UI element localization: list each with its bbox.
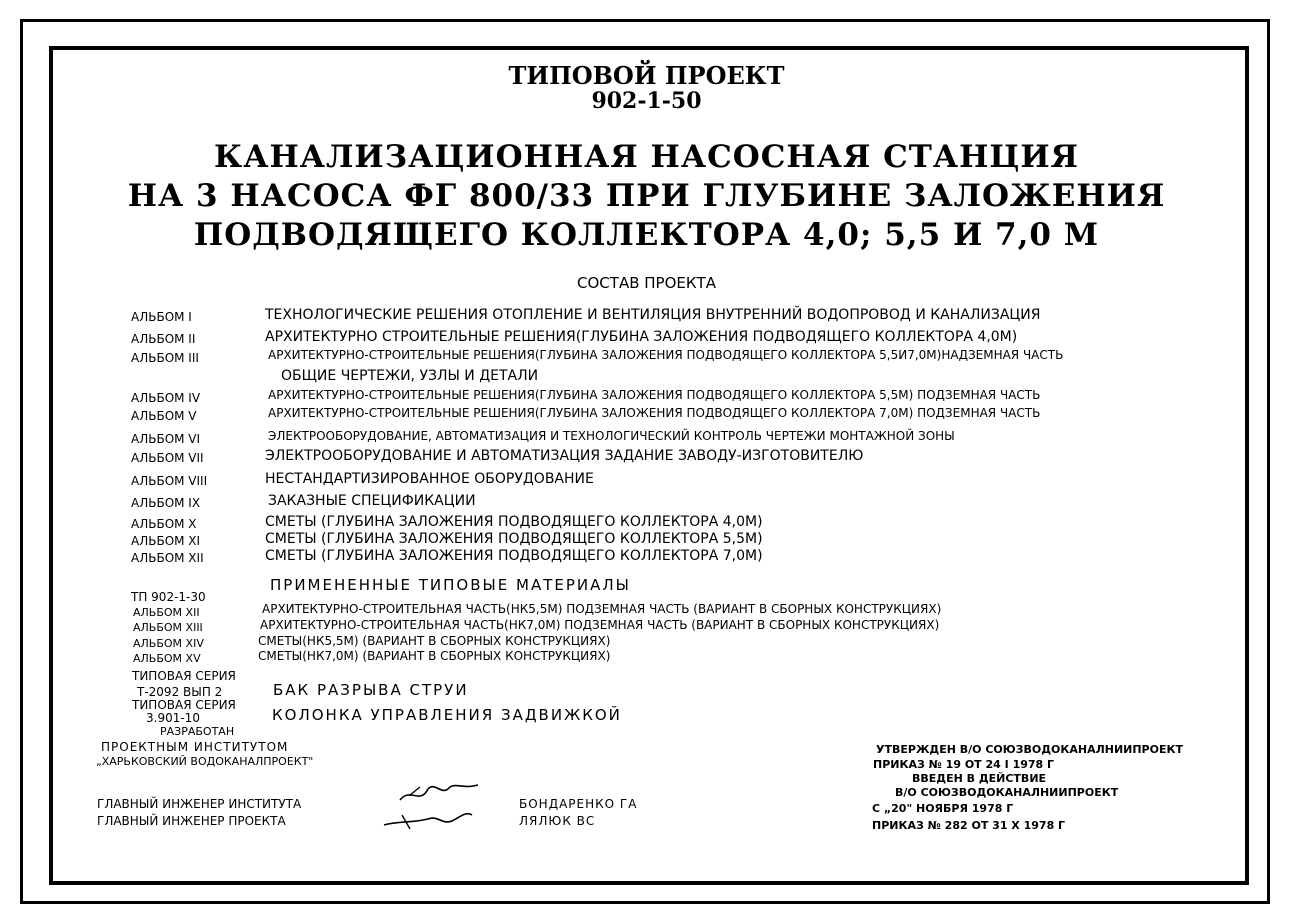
album-description: НЕСТАНДАРТИЗИРОВАННОЕ ОБОРУДОВАНИЕ	[265, 471, 594, 487]
applied-album-label: АЛЬБОМ XIV	[133, 637, 204, 650]
developed-label: РАЗРАБОТАН	[160, 725, 235, 738]
series-description: КОЛОНКА УПРАВЛЕНИЯ ЗАДВИЖКОЙ	[272, 706, 622, 724]
album-description: АРХИТЕКТУРНО СТРОИТЕЛЬНЫЕ РЕШЕНИЯ(ГЛУБИНА ЗАЛОЖЕНИЯ ПОДВОДЯЩЕГО КОЛЛЕКТОРА 4,0М)	[265, 329, 1018, 345]
approval-line-2: ПРИКАЗ № 19 ОТ 24 I 1978 Г	[873, 758, 1055, 771]
applied-album-description: СМЕТЫ(НК5,5М) (ВАРИАНТ В СБОРНЫХ КОНСТРУКЦИЯХ)	[258, 634, 611, 648]
role-chief-engineer-project: ГЛАВНЫЙ ИНЖЕНЕР ПРОЕКТА	[97, 814, 286, 828]
project-number: 902-1-50	[591, 88, 702, 114]
applied-album-description: СМЕТЫ(НК7,0М) (ВАРИАНТ В СБОРНЫХ КОНСТРУКЦИЯХ)	[258, 649, 611, 663]
series-label: ТИПОВАЯ СЕРИЯ	[132, 698, 236, 712]
developer-line-2: „ХАРЬКОВСКИЙ ВОДОКАНАЛПРОЕКТ"	[96, 755, 314, 768]
series-label: ТИПОВАЯ СЕРИЯ	[132, 669, 236, 683]
album-label: АЛЬБОМ III	[131, 351, 199, 365]
album-description: ЭЛЕКТРООБОРУДОВАНИЕ И АВТОМАТИЗАЦИЯ ЗАДАНИЕ ЗАВОДУ-ИЗГОТОВИТЕЛЮ	[265, 448, 864, 464]
album-label: АЛЬБОМ VII	[131, 451, 204, 465]
tp-label: ТП 902-1-30	[131, 590, 206, 604]
album-description: СМЕТЫ (ГЛУБИНА ЗАЛОЖЕНИЯ ПОДВОДЯЩЕГО КОЛЛЕКТОРА 4,0М)	[265, 514, 763, 530]
album-description: ЭЛЕКТРООБОРУДОВАНИЕ, АВТОМАТИЗАЦИЯ И ТЕХНОЛОГИЧЕСКИЙ КОНТРОЛЬ ЧЕРТЕЖИ МОНТАЖНОЙ ЗОНЫ	[268, 429, 955, 443]
album-label: АЛЬБОМ VI	[131, 432, 201, 446]
main-title-line-1: КАНАЛИЗАЦИОННАЯ НАСОСНАЯ СТАНЦИЯ	[214, 139, 1079, 175]
applied-album-description: АРХИТЕКТУРНО-СТРОИТЕЛЬНАЯ ЧАСТЬ(НК7,0М) ПОДЗЕМНАЯ ЧАСТЬ (ВАРИАНТ В СБОРНЫХ КОНСТРУКЦИЯХ)	[260, 618, 940, 632]
album-label: АЛЬБОМ I	[131, 310, 192, 324]
album-description: АРХИТЕКТУРНО-СТРОИТЕЛЬНЫЕ РЕШЕНИЯ(ГЛУБИНА ЗАЛОЖЕНИЯ ПОДВОДЯЩЕГО КОЛЛЕКТОРА 7,0М) ПОДЗЕМНАЯ ЧАСТЬ	[268, 406, 1041, 420]
album-description: ТЕХНОЛОГИЧЕСКИЕ РЕШЕНИЯ ОТОПЛЕНИЕ И ВЕНТИЛЯЦИЯ ВНУТРЕННИЙ ВОДОПРОВОД И КАНАЛИЗАЦИЯ	[265, 307, 1041, 323]
applied-materials-heading: ПРИМЕНЕННЫЕ ТИПОВЫЕ МАТЕРИАЛЫ	[270, 576, 631, 594]
series-description: БАК РАЗРЫВА СТРУИ	[273, 681, 469, 699]
name-chief-engineer-institute: БОНДАРЕНКО ГА	[519, 797, 638, 811]
album-description: ЗАКАЗНЫЕ СПЕЦИФИКАЦИИ	[268, 493, 476, 509]
album-label: АЛЬБОМ IX	[131, 496, 201, 510]
composition-heading: СОСТАВ ПРОЕКТА	[577, 274, 716, 292]
album-description: АРХИТЕКТУРНО-СТРОИТЕЛЬНЫЕ РЕШЕНИЯ(ГЛУБИНА ЗАЛОЖЕНИЯ ПОДВОДЯЩЕГО КОЛЛЕКТОРА 5,5И7,0М)НАДЗЕМНАЯ ЧАСТЬ	[268, 348, 1064, 362]
album-label: АЛЬБОМ X	[131, 517, 197, 531]
name-chief-engineer-project: ЛЯЛЮК ВС	[519, 814, 596, 828]
album-label: АЛЬБОМ IV	[131, 391, 201, 405]
project-type-title: ТИПОВОЙ ПРОЕКТ	[508, 61, 785, 90]
role-chief-engineer-institute: ГЛАВНЫЙ ИНЖЕНЕР ИНСТИТУТА	[97, 797, 302, 811]
main-title-line-3: ПОДВОДЯЩЕГО КОЛЛЕКТОРА 4,0; 5,5 И 7,0 М	[193, 217, 1100, 253]
applied-album-label: АЛЬБОМ XII	[133, 606, 200, 619]
approval-line-1: УТВЕРЖДЕН В/О СОЮЗВОДОКАНАЛНИИПРОЕКТ	[876, 743, 1183, 756]
applied-album-description: АРХИТЕКТУРНО-СТРОИТЕЛЬНАЯ ЧАСТЬ(НК5,5М) ПОДЗЕМНАЯ ЧАСТЬ (ВАРИАНТ В СБОРНЫХ КОНСТРУКЦИЯХ)	[262, 602, 942, 616]
series-code: 3.901-10	[146, 711, 200, 725]
album-description: АРХИТЕКТУРНО-СТРОИТЕЛЬНЫЕ РЕШЕНИЯ(ГЛУБИНА ЗАЛОЖЕНИЯ ПОДВОДЯЩЕГО КОЛЛЕКТОРА 5,5М) ПОДЗЕМНАЯ ЧАСТЬ	[268, 388, 1041, 402]
applied-album-label: АЛЬБОМ XV	[133, 652, 201, 665]
album-description: СМЕТЫ (ГЛУБИНА ЗАЛОЖЕНИЯ ПОДВОДЯЩЕГО КОЛЛЕКТОРА 5,5М)	[265, 531, 763, 547]
approval-line-4: В/О СОЮЗВОДОКАНАЛНИИПРОЕКТ	[895, 786, 1119, 799]
series-code: Т-2092 ВЫП 2	[137, 685, 223, 699]
signatures	[380, 775, 490, 835]
album-description: СМЕТЫ (ГЛУБИНА ЗАЛОЖЕНИЯ ПОДВОДЯЩЕГО КОЛЛЕКТОРА 7,0М)	[265, 548, 763, 564]
album-description-continued: ОБЩИЕ ЧЕРТЕЖИ, УЗЛЫ И ДЕТАЛИ	[281, 368, 539, 384]
applied-album-label: АЛЬБОМ XIII	[133, 621, 203, 634]
main-title-line-2: НА 3 НАСОСА ФГ 800/33 ПРИ ГЛУБИНЕ ЗАЛОЖЕНИЯ	[127, 178, 1166, 214]
album-label: АЛЬБОМ V	[131, 409, 197, 423]
album-label: АЛЬБОМ XII	[131, 551, 204, 565]
album-label: АЛЬБОМ XI	[131, 534, 201, 548]
approval-line-5: С „20" НОЯБРЯ 1978 Г	[872, 802, 1014, 815]
album-label: АЛЬБОМ VIII	[131, 474, 208, 488]
album-label: АЛЬБОМ II	[131, 332, 196, 346]
approval-line-6: ПРИКАЗ № 282 ОТ 31 X 1978 Г	[872, 819, 1066, 832]
developer-line-1: ПРОЕКТНЫМ ИНСТИТУТОМ	[101, 740, 289, 754]
approval-line-3: ВВЕДЕН В ДЕЙСТВИЕ	[912, 772, 1047, 785]
